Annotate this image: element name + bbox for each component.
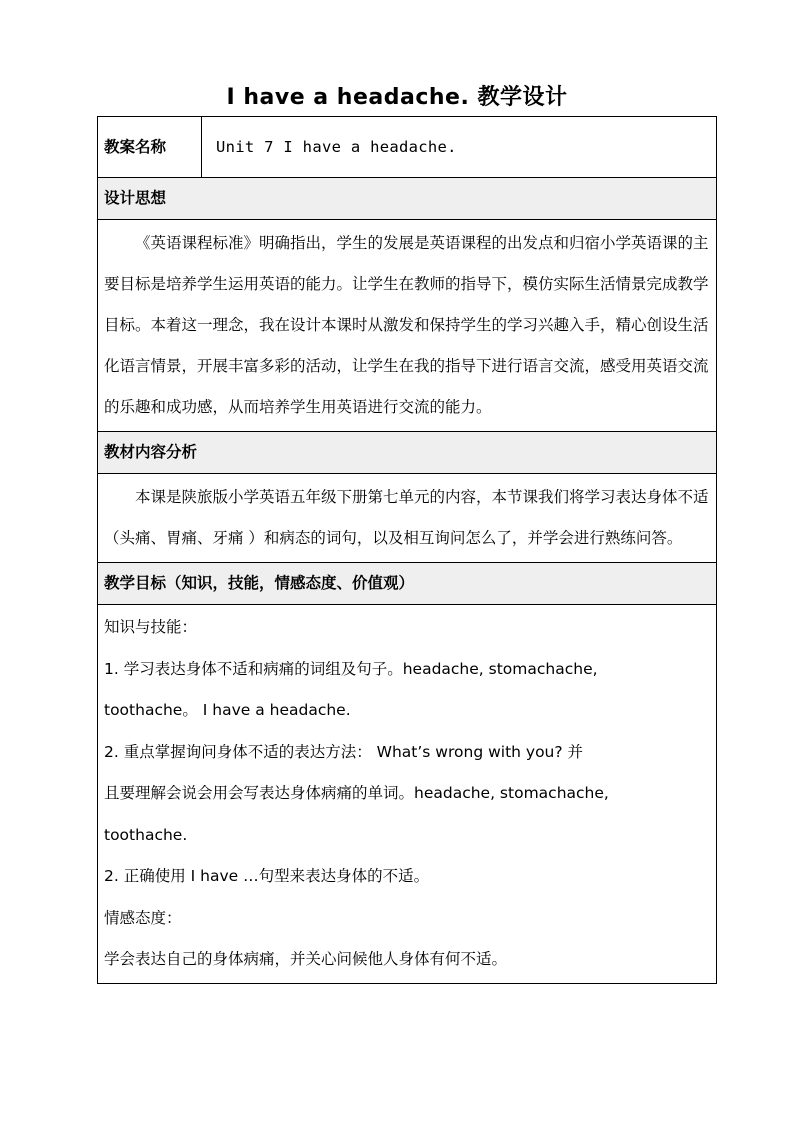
design-paragraph: 《英语课程标准》明确指出，学生的发展是英语课程的出发点和归宿小学英语课的主要目标是培养学生运用英语的能力。让学生在教师的指导下，模仿实际生活情景完成教学目标。本着这一理念，我在设计本课时从激发和保持学生的学习兴趣入手，精心创设生活化语言情景，开展丰富多彩的活动，让学生在我的指导下进行语言交流，感受用英语交流的乐趣和成功感，从而培养学生用英语进行交流的能力。: [104, 234, 709, 416]
objectives-content: [104, 605, 710, 983]
objective-item-2a: 2. 重点掌握询问身体不适的表达方法： What’s wrong with you? 并: [104, 742, 584, 761]
objective-item-1a: 1. 学习表达身体不适和病痛的词组及句子。headache, stomachache,: [104, 659, 598, 678]
analysis-paragraph: 本课是陕旅版小学英语五年级下册第七单元的内容，本节课我们将学习表达身体不适（头痛、胃痛、牙痛 ）和病态的词句，以及相互询问怎么了，并学会进行熟练问答。: [104, 488, 709, 547]
objectives-body-row: [98, 605, 717, 984]
knowledge-heading: 知识与技能：: [104, 618, 198, 636]
objectives-header-row: [98, 563, 717, 605]
design-header-row: [98, 178, 717, 220]
analysis-heading: 教材内容分析: [98, 432, 717, 474]
objective-item-2b: 且要理解会说会用会写表达身体病痛的单词。headache, stomachache,: [104, 784, 609, 802]
lesson-name-row: [98, 117, 717, 178]
lesson-name-value: Unit 7 I have a headache.: [202, 117, 717, 178]
objective-item-2c: toothache.: [104, 825, 188, 844]
analysis-header-row: [98, 432, 717, 474]
page-title: I have a headache. 教学设计: [226, 85, 568, 110]
objectives-heading: 教学目标（知识，技能，情感态度、价值观）: [98, 563, 717, 605]
attitude-heading: 情感态度：: [104, 908, 182, 927]
objective-item-3: 2. 正确使用 I have …句型来表达身体的不适。: [104, 867, 430, 885]
design-heading: 设计思想: [98, 178, 717, 220]
lesson-plan-table: [97, 116, 717, 984]
attitude-text: 学会表达自己的身体病痛，并关心问候他人身体有何不适。: [104, 950, 508, 968]
lesson-name-label: 教案名称: [98, 117, 202, 178]
design-body-row: [98, 220, 717, 432]
analysis-body-row: [98, 474, 717, 563]
objective-item-1b: toothache。 I have a headache.: [104, 701, 351, 719]
